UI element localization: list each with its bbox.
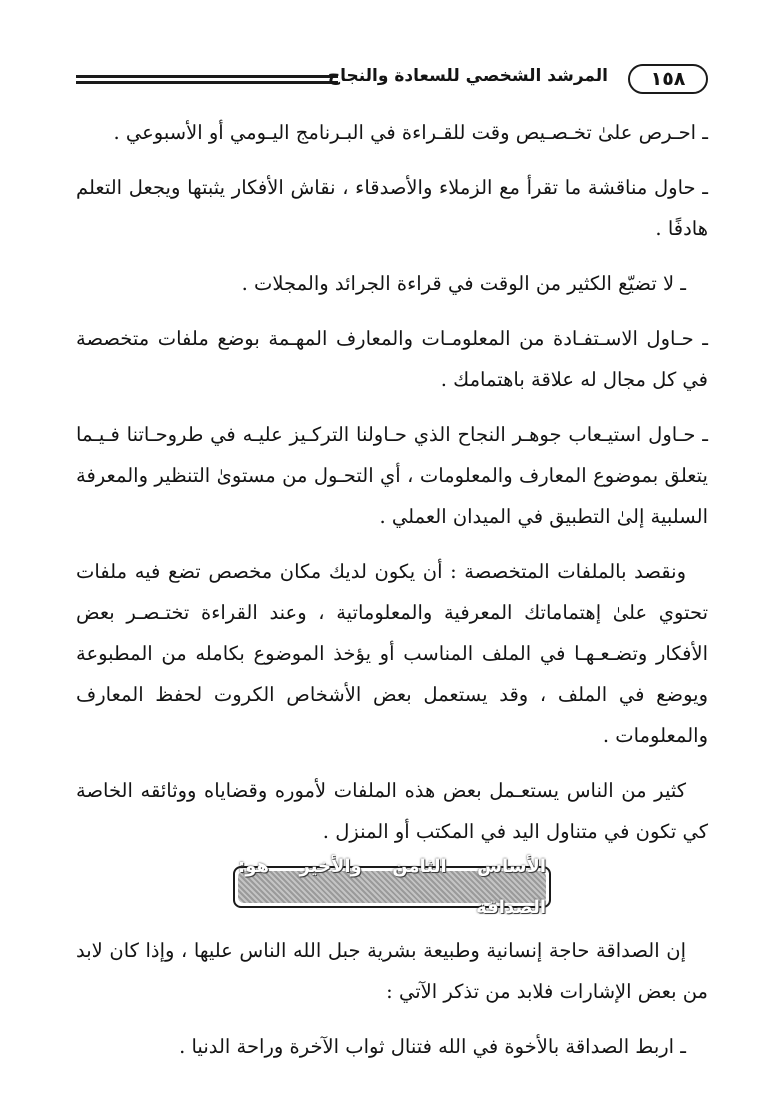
paragraph-reading-schedule: ـ احـرص علىٰ تخـصـيص وقت للقـراءة في البـرنامج اليـومي أو الأسبوعي . (113, 121, 708, 144)
paragraph-specialized-files: ـ حـاول الاسـتفـادة من المعلومـات والمعارف المهـمة بوضع ملفات متخصصة في كل مجال له علاقة باهتمامك . (76, 327, 708, 391)
page-number: ١٥٨ (628, 64, 708, 94)
paragraph-friendship-intro: إن الصداقة حاجة إنسانية وطبيعة بشرية جبل الله الناس عليها ، وإذا كان لابد من بعض الإشارات فلابد من تذكر الآتي : (76, 939, 708, 1003)
section-banner (233, 856, 551, 918)
section-banner-title: الأساس الثامن والأخير هو: الصداقة (238, 856, 546, 918)
paragraph-essence-of-success: ـ حـاول استيـعاب جوهـر النجاح الذي حـاولنا التركـيز عليـه في طروحـاتنا فـيـما يتعلق بموضوع المعارف والمعلومات ، أي التحـول من مستوىٰ التنظير والمعرفة السلبية إلىٰ التطبيق في الميدان العملي . (76, 423, 708, 528)
paragraph-discuss-reading: ـ حاول مناقشة ما تقرأ مع الزملاء والأصدقاء ، نقاش الأفكار يثبتها ويجعل التعلم هادفًا . (76, 176, 708, 240)
paragraph-friendship-brotherhood: ـ اربط الصداقة بالأخوة في الله فتنال ثواب الآخرة وراحة الدنيا . (179, 1035, 686, 1058)
section-banner-wrap (76, 856, 708, 918)
header-rule (76, 75, 338, 84)
page-body (76, 112, 708, 1081)
running-title: المرشد الشخصي للسعادة والنجاح (327, 66, 608, 86)
paragraph-people-use-files: كثير من الناس يستعـمل بعض هذه الملفات لأموره وقضاياه ووثائقه الخاصة كي تكون في متناول اليد في المكتب أو المنزل . (76, 779, 708, 843)
paragraph-newspapers: ـ لا تضيّع الكثير من الوقت في قراءة الجرائد والمجلات . (241, 272, 686, 295)
paragraph-files-definition: ونقصد بالملفات المتخصصة : أن يكون لديك مكان مخصص تضع فيه ملفات تحتوي علىٰ إهتماماتك المعرفية والمعلوماتية ، وعند القراءة تختـصـر بعض الأفكار وتضـعـهـا في الملف المناسب أو يؤخذ الموضوع بكامله من المطبوعة ويوضع في الملف ، وقد يستعمل بعض الأشخاص الكروت لحفظ المعارف والمعلومات . (76, 560, 708, 747)
page-header (76, 62, 708, 98)
